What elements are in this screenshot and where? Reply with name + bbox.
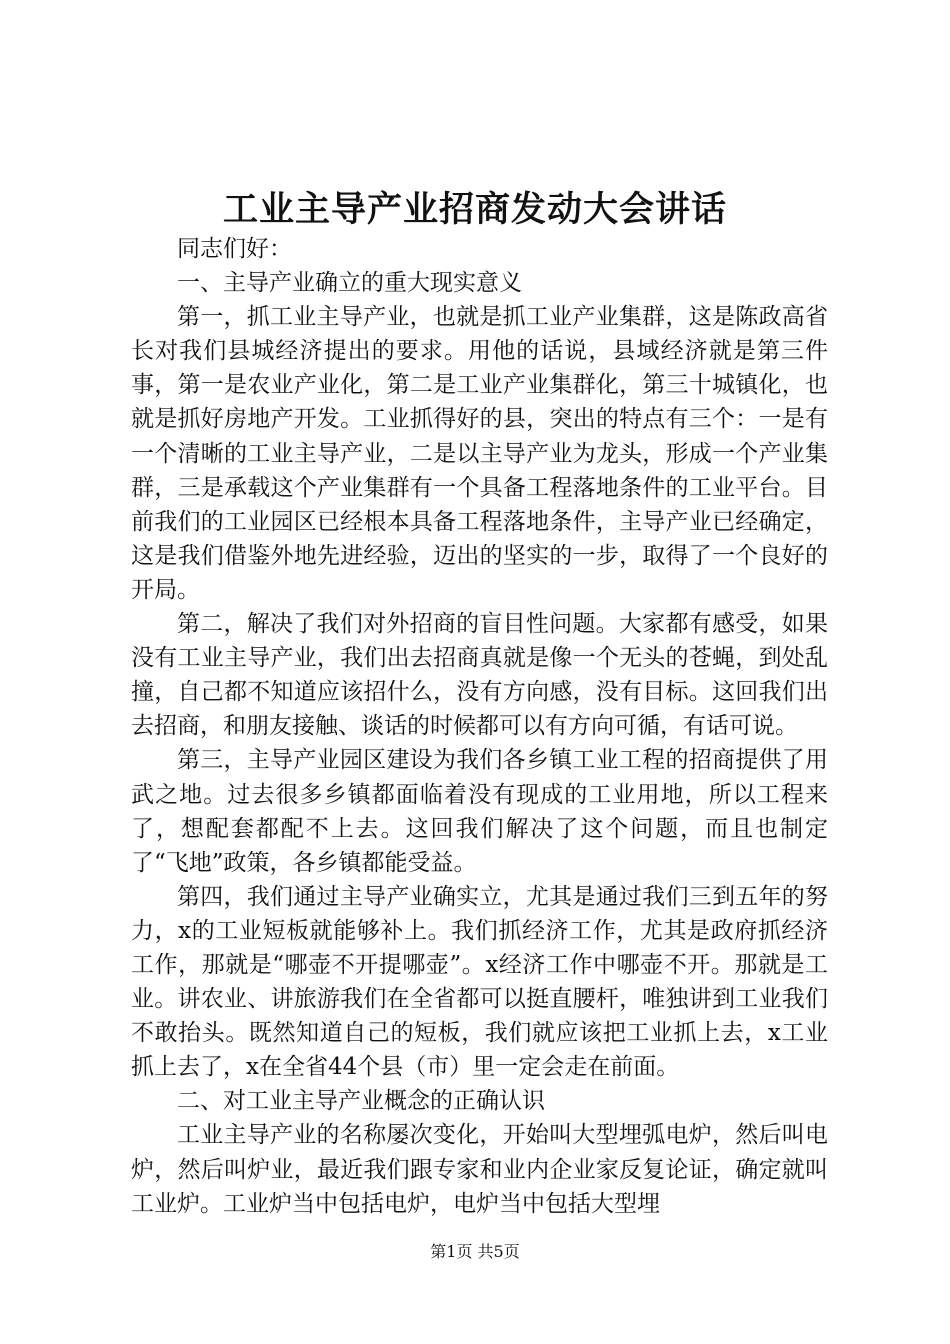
page-number-footer: 第1页 共5页: [430, 1242, 520, 1261]
paragraph-fourth: 第四，我们通过主导产业确实立，尤其是通过我们三到五年的努力，x的工业短板就能够补上。我们抓经济工作，尤其是政府抓经济工作，那就是“哪壶不开提哪壶”。x经济工作中哪壶不开。那就是工业。讲农业、讲旅游我们在全省都可以挺直腰杆，唯独讲到工业我们不敢抬头。既然知道自己的短板，我们就应该把工业抓上去，x工业抓上去了，x在全省44个县（市）里一定会走在前面。: [131, 883, 828, 1081]
document-body: [131, 232, 828, 1221]
section-heading-2: 二、对工业主导产业概念的正确认识: [177, 1088, 545, 1115]
paragraph-third: 第三，主导产业园区建设为我们各乡镇工业工程的招商提供了用武之地。过去很多乡镇都面临着没有现成的工业用地，所以工程来了，想配套都配不上去。这回我们解决了这个问题，而且也制定了“飞地”政策，各乡镇都能受益。: [131, 747, 828, 876]
paragraph-industrial-furnace: 工业主导产业的名称屡次变化，开始叫大型埋弧电炉，然后叫电炉，然后叫炉业，最近我们跟专家和业内企业家反复论证，确定就叫工业炉。工业炉当中包括电炉，电炉当中包括大型埋: [131, 1122, 828, 1217]
section-heading-1: 一、主导产业确立的重大现实意义: [177, 270, 522, 297]
paragraph-second: 第二，解决了我们对外招商的盲目性问题。大家都有感受，如果没有工业主导产业，我们出去招商真就是像一个无头的苍蝇，到处乱撞，自己都不知道应该招什么，没有方向感，没有目标。这回我们出去招商，和朋友接触、谈话的时候都可以有方向可循，有话可说。: [131, 611, 828, 740]
document-title: 工业主导产业招商发动大会讲话: [222, 189, 727, 230]
paragraph-greeting: 同志们好：: [177, 236, 292, 262]
paragraph-first: 第一，抓工业主导产业，也就是抓工业产业集群，这是陈政高省长对我们县城经济提出的要求。用他的话说，县域经济就是第三件事，第一是农业产业化，第二是工业产业集群化，第三十城镇化，也就是抓好房地产开发。工业抓得好的县，突出的特点有三个：一是有一个清晰的工业主导产业，二是以主导产业为龙头，形成一个产业集群，三是承载这个产业集群有一个具备工程落地条件的工业平台。目前我们的工业园区已经根本具备工程落地条件，主导产业已经确定，这是我们借鉴外地先进经验，迈出的坚实的一步，取得了一个良好的开局。: [131, 304, 828, 603]
